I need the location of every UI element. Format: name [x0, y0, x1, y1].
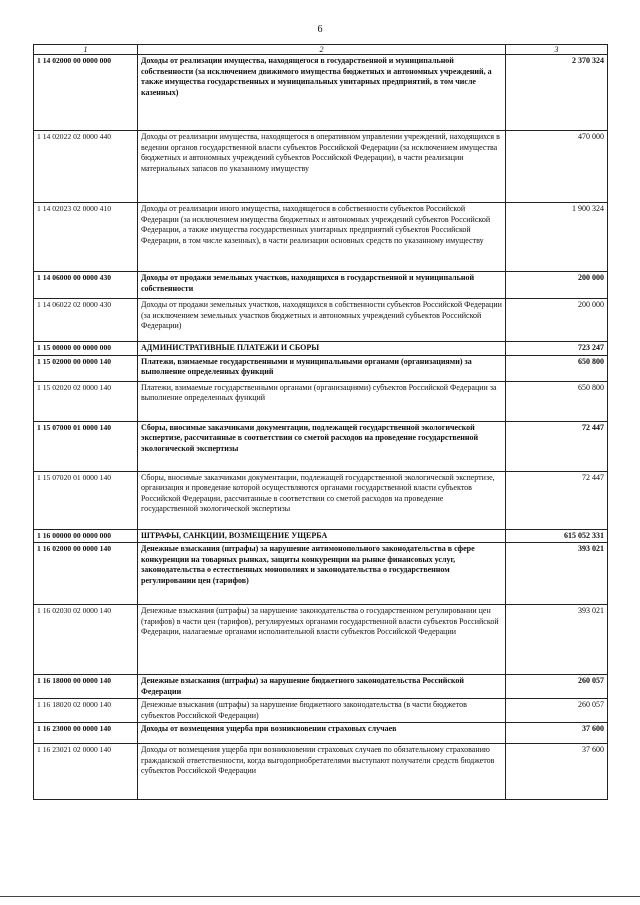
row-name-cell: АДМИНИСТРАТИВНЫЕ ПЛАТЕЖИ И СБОРЫ [138, 342, 506, 356]
row-amount-cell: 393 021 [506, 543, 608, 605]
table-row [34, 421, 608, 471]
table-row [34, 744, 608, 800]
row-name-cell: Денежные взыскания (штрафы) за нарушение антимонопольного законодательства в сфере конкуренции на товарных рынках, защиты конкуренции на рынке финансовых услуг, законодательства о естественных монополиях и законодательства о государственном регулировании цен (тарифов) [138, 543, 506, 605]
row-code-cell: 1 15 02020 02 0000 140 [34, 381, 138, 421]
table-row [34, 543, 608, 605]
row-code-cell: 1 16 23000 00 0000 140 [34, 723, 138, 744]
row-amount-cell: 37 600 [506, 723, 608, 744]
row-amount-cell: 393 021 [506, 605, 608, 675]
table-row [34, 381, 608, 421]
row-code-cell: 1 16 18000 00 0000 140 [34, 675, 138, 699]
table-header-row [34, 45, 608, 55]
row-name-cell: Доходы от продажи земельных участков, находящихся в собственности субъектов Российской Федерации (за исключением земельных участков бюджетных и автономных учреждений субъектов Российской Федерации) [138, 299, 506, 342]
row-amount-cell: 260 057 [506, 699, 608, 723]
row-code-cell: 1 14 02000 00 0000 000 [34, 55, 138, 131]
row-amount-cell: 723 247 [506, 342, 608, 356]
row-name-cell: Доходы от возмещения ущерба при возникновении страховых случаев по обязательному страхованию гражданской ответственности, когда выгодоприобретателями выступают получатели средств бюджетов субъектов Российской Федерации [138, 744, 506, 800]
header-col-3: 3 [506, 45, 608, 55]
row-name-cell: Денежные взыскания (штрафы) за нарушение бюджетного законодательства Российской Федерации [138, 675, 506, 699]
table-row [34, 529, 608, 543]
row-amount-cell: 650 800 [506, 381, 608, 421]
row-name-cell: Платежи, взимаемые государственными и муниципальными органами (организациями) за выполнение определенных функций [138, 355, 506, 381]
row-code-cell: 1 16 02030 02 0000 140 [34, 605, 138, 675]
row-code-cell: 1 14 02023 02 0000 410 [34, 203, 138, 272]
page-number: 6 [317, 24, 323, 35]
table-row [34, 675, 608, 699]
row-amount-cell: 1 900 324 [506, 203, 608, 272]
row-amount-cell: 72 447 [506, 421, 608, 471]
row-name-cell: Доходы от реализации имущества, находящегося в оперативном управлении учреждений, находящихся в ведении органов государственной власти субъектов Российской Федерации (за исключением имущества бюджетных и автономных учреждений субъектов Российской Федерации), в части реализации материальных запасов по указанному имуществу [138, 131, 506, 203]
row-name-cell: Доходы от возмещения ущерба при возникновении страховых случаев [138, 723, 506, 744]
revenue-table [33, 44, 608, 800]
table-row [34, 605, 608, 675]
row-code-cell: 1 15 07020 01 0000 140 [34, 471, 138, 529]
row-code-cell: 1 16 00000 00 0000 000 [34, 529, 138, 543]
row-name-cell: Сборы, вносимые заказчиками документации, подлежащей государственной экологической экспертизе, рассчитанные в соответствии со сметой расходов на проведение государственной экологической экспертизы [138, 421, 506, 471]
row-name-cell: ШТРАФЫ, САНКЦИИ, ВОЗМЕЩЕНИЕ УЩЕРБА [138, 529, 506, 543]
row-amount-cell: 37 600 [506, 744, 608, 800]
row-code-cell: 1 16 23021 02 0000 140 [34, 744, 138, 800]
row-amount-cell: 200 000 [506, 272, 608, 299]
row-name-cell: Доходы от продажи земельных участков, находящихся в государственной и муниципальной собственности [138, 272, 506, 299]
row-name-cell: Доходы от реализации иного имущества, находящегося в собственности субъектов Российской Федерации (за исключением имущества бюджетных и автономных учреждений субъектов Российской Федерации, а также имущества государственных унитарных предприятий субъектов Российской Федерации, в том числе казенных), в части реализации основных средств по указанному имуществу [138, 203, 506, 272]
header-col-1: 1 [34, 45, 138, 55]
row-name-cell: Денежные взыскания (штрафы) за нарушение бюджетного законодательства (в части бюджетов субъектов Российской Федерации) [138, 699, 506, 723]
row-code-cell: 1 14 06022 02 0000 430 [34, 299, 138, 342]
table-row [34, 699, 608, 723]
table-row [34, 471, 608, 529]
row-amount-cell: 470 000 [506, 131, 608, 203]
row-code-cell: 1 15 02000 00 0000 140 [34, 355, 138, 381]
row-amount-cell: 72 447 [506, 471, 608, 529]
row-code-cell: 1 15 07000 01 0000 140 [34, 421, 138, 471]
row-code-cell: 1 14 02022 02 0000 440 [34, 131, 138, 203]
table-row [34, 355, 608, 381]
row-code-cell: 1 15 00000 00 0000 000 [34, 342, 138, 356]
row-code-cell: 1 14 06000 00 0000 430 [34, 272, 138, 299]
table-row [34, 299, 608, 342]
table-row [34, 203, 608, 272]
row-amount-cell: 2 370 324 [506, 55, 608, 131]
table-row [34, 55, 608, 131]
row-amount-cell: 260 057 [506, 675, 608, 699]
page-bottom-rule [0, 896, 640, 897]
row-name-cell: Сборы, вносимые заказчиками документации, подлежащей государственной экологической экспертизе, организация и проведение которой осуществляются органами государственной власти субъектов Российской Федерации, рассчитанные в соответствии со сметой расходов на проведение государственной экологической экспертизы [138, 471, 506, 529]
table-row [34, 131, 608, 203]
row-amount-cell: 615 052 331 [506, 529, 608, 543]
row-amount-cell: 200 000 [506, 299, 608, 342]
row-name-cell: Доходы от реализации имущества, находящегося в государственной и муниципальной собственности (за исключением движимого имущества бюджетных и автономных учреждений, а также имущества государственных и муниципальных унитарных предприятий, в том числе казенных) [138, 55, 506, 131]
row-name-cell: Платежи, взимаемые государственными органами (организациями) субъектов Российской Федерации за выполнение определенных функций [138, 381, 506, 421]
row-name-cell: Денежные взыскания (штрафы) за нарушение законодательства о государственном регулировании цен (тарифов) в части цен (тарифов), регулируемых органами государственной власти субъектов Российской Федерации, налагаемые органами исполнительной власти субъектов Российской Федерации [138, 605, 506, 675]
table-row [34, 342, 608, 356]
row-code-cell: 1 16 18020 02 0000 140 [34, 699, 138, 723]
table-row [34, 723, 608, 744]
row-amount-cell: 650 800 [506, 355, 608, 381]
table-row [34, 272, 608, 299]
row-code-cell: 1 16 02000 00 0000 140 [34, 543, 138, 605]
header-col-2: 2 [138, 45, 506, 55]
